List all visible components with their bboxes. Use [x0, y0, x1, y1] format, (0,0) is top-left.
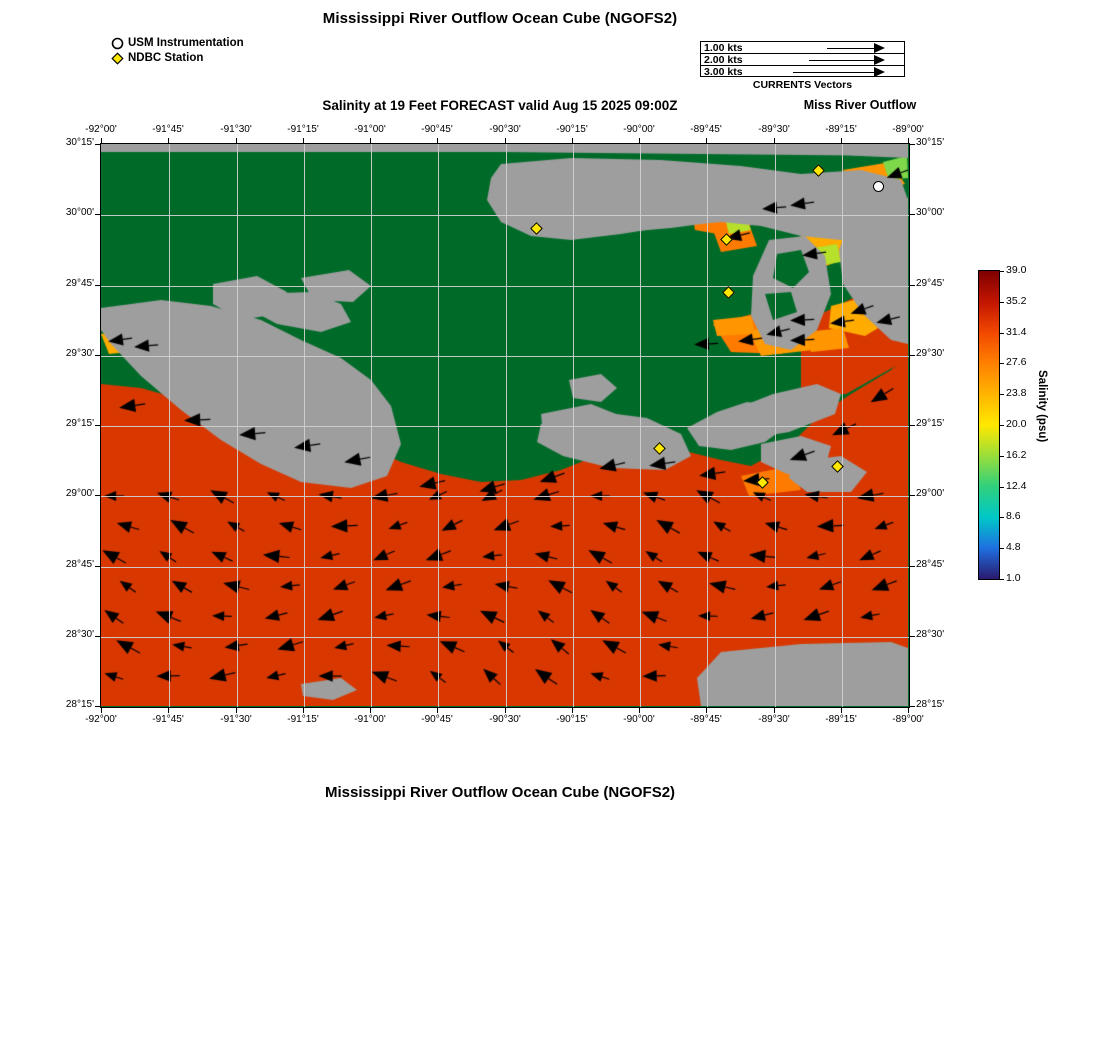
- y-axis-tick-label: 29°15': [65, 418, 94, 429]
- x-axis-tick-label: -89°15': [825, 124, 857, 135]
- grid-line-horizontal: [101, 356, 909, 357]
- x-axis-tick-label: -91°45': [152, 124, 184, 135]
- colorbar-tick-label: 20.0: [1006, 418, 1027, 430]
- y-axis-tick: [910, 285, 915, 286]
- colorbar-tick: [1000, 487, 1004, 488]
- legend-item-ndbc: [108, 51, 408, 65]
- colorbar-gradient: [978, 270, 1000, 580]
- x-axis-tick-label: -91°15': [287, 714, 319, 725]
- x-axis-tick-label: -90°45': [421, 124, 453, 135]
- colorbar-tick: [1000, 333, 1004, 334]
- colorbar-tick: [1000, 425, 1004, 426]
- x-axis-tick: [370, 708, 371, 713]
- y-axis-tick-label: 28°45': [916, 559, 945, 570]
- x-axis-tick: [437, 708, 438, 713]
- y-axis-tick: [910, 214, 915, 215]
- x-axis-tick: [706, 708, 707, 713]
- x-axis-tick-label: -92°00': [85, 714, 117, 725]
- vector-head-1: [874, 43, 885, 53]
- grid-line-horizontal: [101, 426, 909, 427]
- map-raster: [101, 144, 908, 706]
- vector-shaft-3: [793, 72, 875, 73]
- x-axis-tick: [236, 708, 237, 713]
- grid-line-horizontal: [101, 567, 909, 568]
- y-axis-tick-label: 29°00': [916, 488, 945, 499]
- colorbar-tick-label: 4.8: [1006, 541, 1021, 554]
- map-panel[interactable]: [100, 143, 910, 708]
- x-axis-tick: [774, 708, 775, 713]
- x-axis-tick-label: -90°15': [556, 124, 588, 135]
- page-title: Mississippi River Outflow Ocean Cube (NGOFS2): [322, 10, 678, 27]
- x-axis-tick: [572, 708, 573, 713]
- y-axis-tick: [910, 495, 915, 496]
- vector-head-3: [874, 67, 885, 77]
- y-axis-tick-label: 28°15': [65, 699, 94, 710]
- colorbar-tick: [1000, 302, 1004, 303]
- currents-vector-key: [700, 41, 905, 77]
- x-axis-tick-label: -90°30': [489, 714, 521, 725]
- usm-instrumentation-marker[interactable]: [873, 181, 884, 192]
- grid-line-horizontal: [101, 215, 909, 216]
- x-axis-tick-label: -89°30': [758, 124, 790, 135]
- y-axis-tick-label: 28°30': [916, 629, 945, 640]
- x-axis-tick: [505, 708, 506, 713]
- vector-key-row-1: [701, 42, 904, 54]
- y-axis-tick-label: 30°15': [916, 137, 945, 148]
- y-axis-tick-label: 29°45': [916, 278, 945, 289]
- colorbar-tick-label: 16.2: [1006, 448, 1027, 461]
- outflow-label: Miss River Outflow: [803, 98, 917, 112]
- y-axis-tick: [910, 144, 915, 145]
- x-axis-tick-label: -89°30': [758, 714, 790, 725]
- map-legend: [108, 36, 408, 66]
- colorbar-tick-label: 8.6: [1006, 510, 1021, 523]
- vector-key-caption: CURRENTS Vectors: [752, 79, 853, 91]
- x-axis-tick: [168, 708, 169, 713]
- x-axis-tick-label: -92°00': [85, 124, 117, 135]
- x-axis-tick-label: -90°45': [421, 714, 453, 725]
- circle-icon: [108, 36, 126, 50]
- colorbar-tick-label: 23.8: [1006, 387, 1027, 400]
- vector-head-2: [874, 55, 885, 65]
- colorbar-tick: [1000, 517, 1004, 518]
- y-axis-tick-label: 30°00': [916, 207, 945, 218]
- x-axis-tick-label: -90°00': [623, 124, 655, 135]
- x-axis-tick-label: -90°15': [556, 714, 588, 725]
- y-axis-tick-label: 28°15': [916, 699, 945, 710]
- colorbar-tick-label: 1.0: [1006, 572, 1021, 584]
- colorbar-tick: [1000, 271, 1004, 272]
- x-axis-tick-label: -91°00': [354, 124, 386, 135]
- x-axis-tick-label: -91°30': [220, 714, 252, 725]
- vector-shaft-2: [809, 60, 875, 61]
- y-axis-tick-label: 30°00': [65, 207, 94, 218]
- x-axis-tick-label: -91°15': [287, 124, 319, 135]
- x-axis-tick: [841, 708, 842, 713]
- y-axis-tick-label: 28°30': [65, 629, 94, 640]
- colorbar-tick: [1000, 456, 1004, 457]
- vector-key-label-1: 1.00 kts: [704, 42, 743, 54]
- colorbar-tick-label: 31.4: [1006, 325, 1027, 338]
- vector-shaft-1: [827, 48, 875, 49]
- legend-item-usm: [108, 36, 408, 50]
- y-axis-tick-label: 30°15': [65, 137, 94, 148]
- x-axis-tick: [101, 708, 102, 713]
- y-axis-tick-label: 29°30': [916, 348, 945, 359]
- colorbar-title: Salinity (psu): [1036, 370, 1048, 443]
- bottom-title: Mississippi River Outflow Ocean Cube (NGOFS2): [324, 784, 676, 801]
- x-axis-tick-label: -89°45': [690, 124, 722, 135]
- map-subtitle: Salinity at 19 Feet FORECAST valid Aug 15 2025 09:00Z: [322, 98, 678, 113]
- colorbar-tick-label: 12.4: [1006, 479, 1027, 492]
- x-axis-tick-label: -90°30': [489, 124, 521, 135]
- colorbar-tick-label: 35.2: [1006, 294, 1027, 307]
- y-axis-tick: [910, 566, 915, 567]
- x-axis-tick-label: -89°00': [892, 714, 924, 725]
- y-axis-tick: [910, 425, 915, 426]
- vector-key-row-3: [701, 66, 904, 78]
- x-axis-tick-label: -89°15': [825, 714, 857, 725]
- colorbar-tick: [1000, 579, 1004, 580]
- colorbar-tick-label: 27.6: [1006, 356, 1027, 369]
- y-axis-tick: [910, 355, 915, 356]
- diamond-icon: [108, 51, 126, 65]
- colorbar-tick: [1000, 363, 1004, 364]
- y-axis-tick: [910, 706, 915, 707]
- x-axis-tick-label: -89°00': [892, 124, 924, 135]
- x-axis-tick-label: -91°45': [152, 714, 184, 725]
- grid-line-horizontal: [101, 286, 909, 287]
- x-axis-tick: [639, 708, 640, 713]
- colorbar-tick: [1000, 548, 1004, 549]
- y-axis-tick-label: 29°45': [65, 278, 94, 289]
- vector-key-label-3: 3.00 kts: [704, 66, 743, 78]
- x-axis-tick-label: -91°00': [354, 714, 386, 725]
- x-axis-tick-label: -91°30': [220, 124, 252, 135]
- y-axis-tick-label: 29°00': [65, 488, 94, 499]
- y-axis-tick: [910, 636, 915, 637]
- vector-key-row-2: [701, 54, 904, 66]
- x-axis-tick-label: -90°00': [623, 714, 655, 725]
- y-axis-tick-label: 28°45': [65, 559, 94, 570]
- x-axis-tick-label: -89°45': [690, 714, 722, 725]
- grid-line-horizontal: [101, 637, 909, 638]
- x-axis-tick: [908, 708, 909, 713]
- colorbar-tick-label: 39.0: [1006, 264, 1027, 276]
- legend-item-usm-label: USM Instrumentation: [128, 37, 244, 49]
- vector-key-label-2: 2.00 kts: [704, 54, 743, 66]
- grid-line-horizontal: [101, 496, 909, 497]
- y-axis-tick-label: 29°15': [916, 418, 945, 429]
- legend-item-ndbc-label: NDBC Station: [128, 52, 204, 64]
- y-axis-tick-label: 29°30': [65, 348, 94, 359]
- x-axis-tick: [303, 708, 304, 713]
- colorbar-tick: [1000, 394, 1004, 395]
